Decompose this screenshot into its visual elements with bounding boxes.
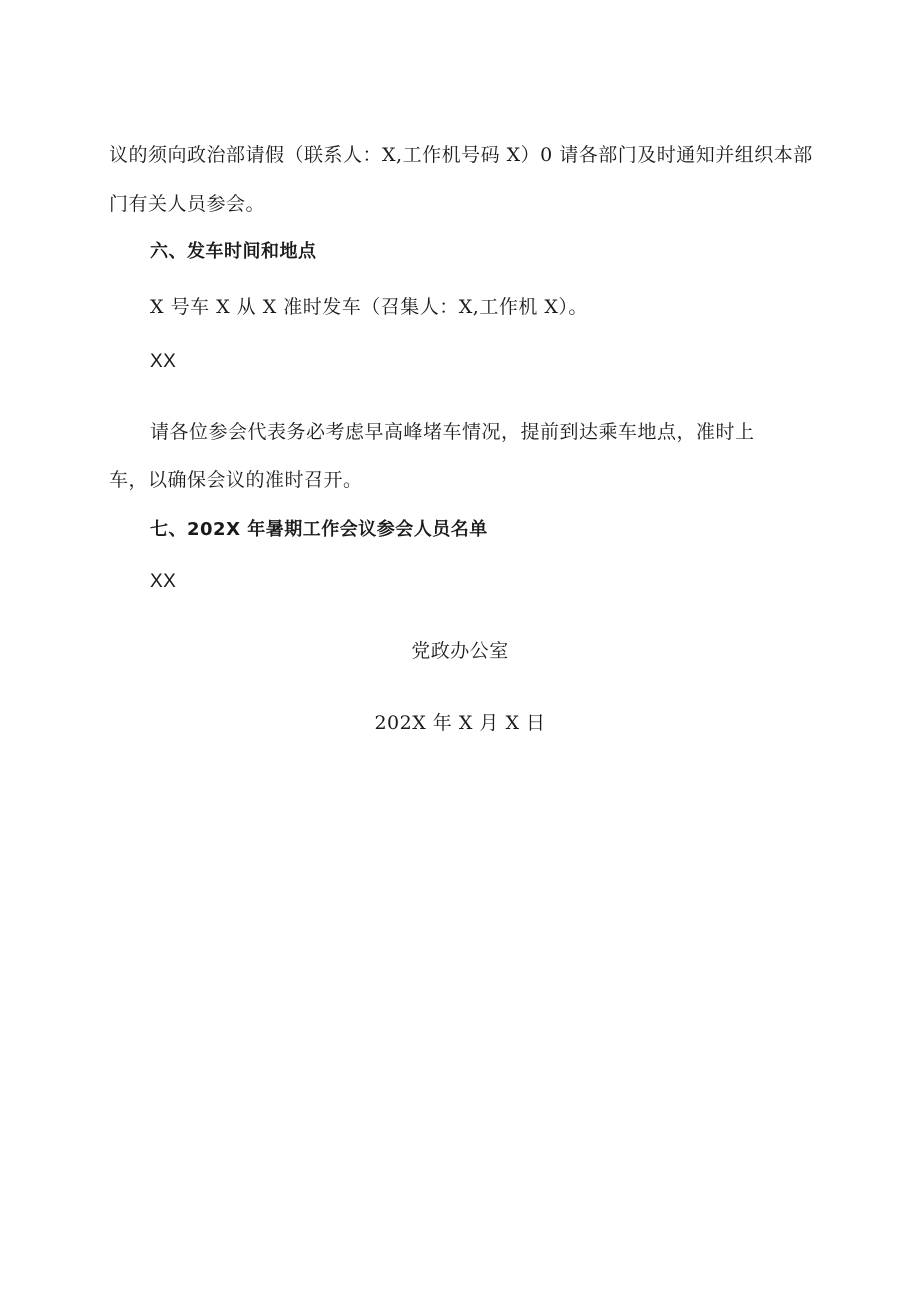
section-7-heading: 七、202X 年暑期工作会议参会人员名单 <box>150 519 488 540</box>
signature-date: 202X 年 X 月 X 日 <box>374 712 546 734</box>
notice-paragraph-line-1: 请各位参会代表务必考虑早高峰堵车情况，提前到达乘车地点，准时上 <box>150 421 755 443</box>
signature-office: 党政办公室 <box>411 640 509 662</box>
section-6-placeholder: XX <box>150 351 177 372</box>
notice-paragraph-line-2: 车，以确保会议的准时召开。 <box>109 469 363 491</box>
contact-paragraph-line-1: 议的须向政治部请假（联系人：X,工作机号码 X）0 请各部门及时通知并组织本部 <box>109 144 813 166</box>
contact-paragraph-line-2: 门有关人员参会。 <box>109 193 266 215</box>
departure-detail: X 号车 X 从 X 准时发车（召集人：X,工作机 X）。 <box>150 296 588 318</box>
section-7-placeholder: XX <box>150 571 177 592</box>
section-6-heading: 六、发车时间和地点 <box>150 241 317 262</box>
